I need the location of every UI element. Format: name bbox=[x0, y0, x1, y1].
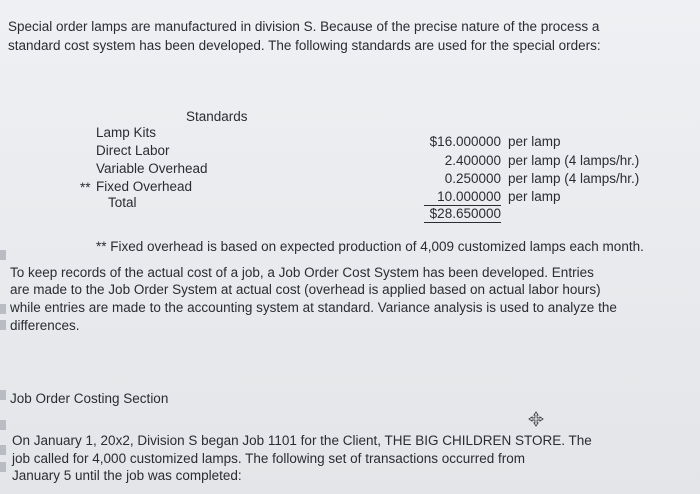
row-label-direct-labor: Direct Labor bbox=[96, 143, 170, 158]
fixed-overhead-footnote: ** Fixed overhead is based on expected production of 4,009 customized lamps each month. bbox=[96, 239, 644, 254]
row-gutter-mark bbox=[0, 304, 6, 314]
intro-line-1: Special order lamps are manufactured in division S. Because of the precise nature of the process a bbox=[8, 19, 600, 34]
row-label-lamp-kits: Lamp Kits bbox=[96, 125, 157, 140]
job-line-1: On January 1, 20x2, Division S began Job 1101 for the Client, THE BIG CHILDREN STORE. The bbox=[12, 433, 592, 448]
row-gutter-mark bbox=[0, 420, 6, 430]
row-label-total: Total bbox=[108, 195, 137, 210]
row-label-variable-overhead: Variable Overhead bbox=[96, 161, 208, 176]
row-label-fixed-overhead: Fixed Overhead bbox=[96, 179, 193, 194]
records-line-3: while entries are made to the accounting system at standard. Variance analysis is used to analyze the bbox=[10, 300, 617, 315]
unit-variable-overhead: per lamp (4 lamps/hr.) bbox=[508, 171, 640, 186]
row-gutter-mark bbox=[0, 462, 6, 472]
row-gutter-mark bbox=[0, 320, 6, 330]
unit-direct-labor: per lamp (4 lamps/hr.) bbox=[508, 153, 640, 168]
unit-fixed-overhead: per lamp bbox=[508, 189, 561, 204]
records-line-4: differences. bbox=[10, 318, 80, 333]
amount-lamp-kits: $16.000000 bbox=[429, 134, 501, 149]
intro-line-2: standard cost system has been developed. The following standards are used for the special orders: bbox=[8, 38, 601, 53]
job-line-3: January 5 until the job was completed: bbox=[12, 468, 242, 483]
amount-variable-overhead: 0.250000 bbox=[444, 171, 501, 186]
move-cursor-icon bbox=[528, 411, 544, 427]
row-gutter-mark bbox=[0, 250, 6, 260]
row-gutter-mark bbox=[0, 390, 6, 400]
total-rule bbox=[424, 222, 501, 223]
job-line-2: job called for 4,000 customized lamps. The following set of transactions occurred from bbox=[12, 451, 525, 466]
job-section-heading: Job Order Costing Section bbox=[10, 391, 169, 406]
amount-total: $28.650000 bbox=[429, 206, 501, 221]
fixed-overhead-marker: ** bbox=[80, 180, 91, 195]
records-line-1: To keep records of the actual cost of a job, a Job Order Cost System has been developed. Entries bbox=[10, 265, 594, 280]
amount-direct-labor: 2.400000 bbox=[444, 153, 501, 168]
unit-lamp-kits: per lamp bbox=[508, 134, 561, 149]
standards-heading: Standards bbox=[186, 109, 248, 124]
records-line-2: are made to the Job Order System at actual cost (overhead is applied based on actual labor hours) bbox=[10, 282, 601, 297]
amount-fixed-overhead: 10.000000 bbox=[437, 189, 501, 204]
row-gutter-mark bbox=[0, 445, 6, 455]
